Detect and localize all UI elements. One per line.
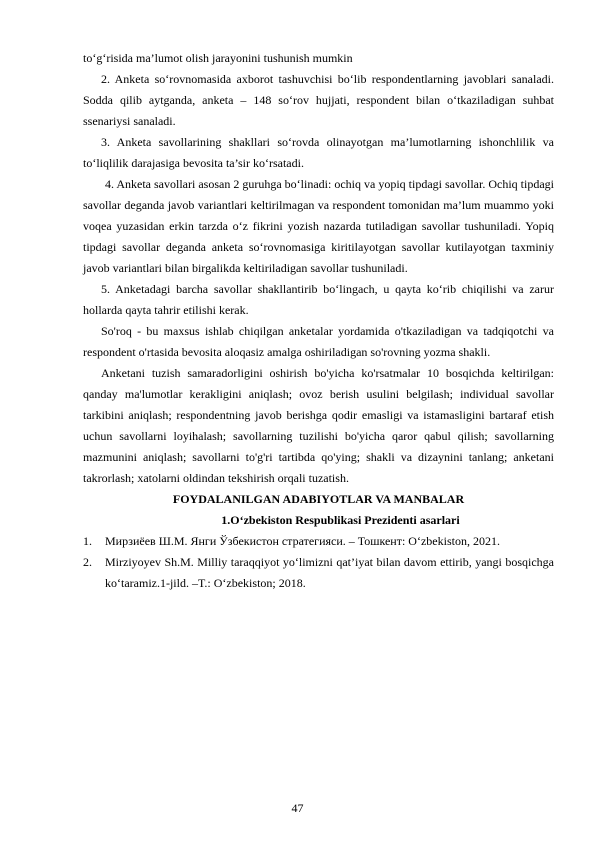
references-subheading: 1.O‘zbekiston Respublikasi Prezidenti asarlari bbox=[221, 513, 460, 527]
references-list bbox=[83, 531, 554, 594]
document-body bbox=[83, 48, 554, 594]
reference-item bbox=[83, 552, 554, 594]
reference-item bbox=[83, 531, 554, 552]
page-number: 47 bbox=[291, 801, 304, 815]
paragraph: 3. Anketa savollarining shakllari so‘rovda olinayotgan ma’lumotlarning ishonchlilik va to‘liqlilik darajasiga bevosita ta’sir ko‘rsatadi. bbox=[83, 135, 554, 170]
paragraph: So'roq - bu maxsus ishlab chiqilgan anketalar yordamida o'tkaziladigan va tadqiqotchi va respondent o'rtasida bevosita aloqasiz amalga oshiriladigan so'rovning yozma shakli. bbox=[83, 324, 554, 359]
references-heading: FOYDALANILGAN ADABIYOTLAR VA MANBALAR bbox=[172, 492, 465, 506]
reference-text: Мирзиёев Ш.М. Янги Ўзбекистон стратегияси. – Тошкент: O‘zbekiston, 2021. bbox=[105, 534, 500, 548]
paragraph: 4. Anketa savollari asosan 2 guruhga bo‘linadi: ochiq va yopiq tipdagi savollar. Ochiq tipdagi savollar deganda javob variantlari keltirilmagan va respondent tomonidan ma’lum muammo yoki voqea yuzasidan erkin tarzda o‘z fikrini yozish nazarda tutiladigan savollar tushuniladi. Yopiq tipdagi savollar deganda anketa so‘rovnomasiga kiritilayotgan savollar kutilayotgan taxminiy javob variantlari bilan birgalikda keltiriladigan savollar tushuniladi. bbox=[83, 177, 554, 275]
paragraph: 2. Anketa so‘rovnomasida axborot tashuvchisi bo‘lib respondentlarning javoblari sanaladi. Sodda qilib aytganda, anketa – 148 so‘rov hujjati, respondent bilan o‘tkaziladigan suhbat ssenariysi sanaladi. bbox=[83, 72, 554, 128]
reference-number: 1. bbox=[83, 534, 92, 548]
reference-text: Mirziyoyev Sh.M. Milliy taraqqiyot yo‘limizni qat’iyat bilan davom ettirib, yangi bosqichga ko‘taramiz.1-jild. –T.: O‘zbekiston; 2018. bbox=[105, 555, 554, 590]
paragraph: to‘g‘risida ma’lumot olish jarayonini tushunish mumkin bbox=[83, 51, 353, 65]
paragraph: Anketani tuzish samaradorligini oshirish bo'yicha ko'rsatmalar 10 bosqichda keltirilgan: qanday ma'lumotlar kerakligini aniqlash; ovoz berish usulini belgilash; individual savollar tarkibini aniqlash; respondentning javob berishga qodir emasligi va istamasligini bartaraf etish uchun savollarni loyihalash; savollarning tuzilishi bo'yicha qaror qabul qilish; savollarning mazmunini aniqlash; savollarni to'g'ri tartibda qo'ying; shakli va dizaynini tanlang; anketani takrorlash; xatolarni oldindan tekshirish orqali tuzatish. bbox=[83, 366, 554, 485]
paragraph: 5. Anketadagi barcha savollar shakllantirib bo‘lingach, u qayta ko‘rib chiqilishi va zarur hollarda qayta tahrir etilishi kerak. bbox=[83, 282, 554, 317]
reference-number: 2. bbox=[83, 555, 92, 569]
